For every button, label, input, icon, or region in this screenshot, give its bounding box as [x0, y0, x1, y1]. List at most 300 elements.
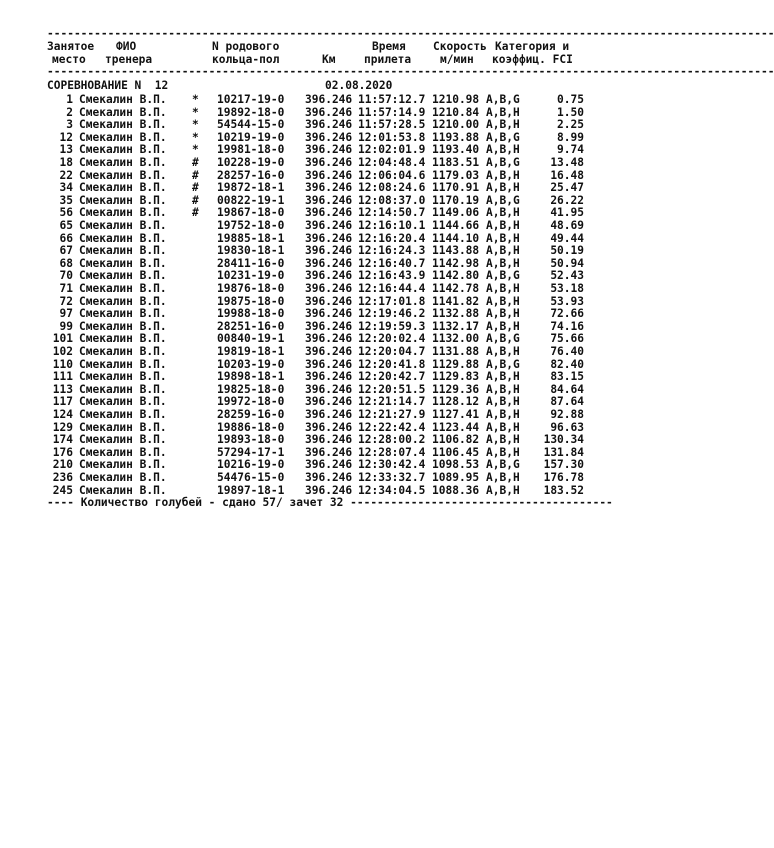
row-fci: 82.40: [550, 357, 584, 371]
row-km: 396.246: [305, 219, 353, 232]
row-coach: Смекалин В.П.: [79, 294, 167, 308]
row-time: 12:16:44.4: [358, 282, 426, 295]
row-fci: 87.64: [550, 395, 584, 409]
row-mark: #: [192, 193, 199, 207]
row-time: 12:28:07.4: [358, 445, 426, 459]
row-place: 68: [59, 256, 73, 270]
row-category: A,B,H: [486, 433, 520, 447]
footer-left-dashes: ----: [47, 496, 81, 510]
row-speed: 1170.91: [432, 181, 480, 195]
row-mark: #: [192, 181, 199, 195]
row-category: A,B,G: [486, 332, 520, 346]
row-fci: 157.30: [543, 458, 584, 472]
header-km: Км: [322, 53, 336, 66]
row-speed: 1106.82: [432, 433, 480, 447]
row-km: 396.246: [305, 105, 353, 119]
row-ring: 19825-18-0: [217, 382, 285, 396]
row-speed: 1088.36: [432, 483, 480, 497]
row-place: 18: [59, 156, 73, 169]
row-fci: 50.94: [550, 256, 584, 270]
row-mark: #: [192, 206, 199, 220]
row-time: 12:33:32.7: [358, 471, 426, 484]
row-fci: 84.64: [550, 382, 584, 396]
row-coach: Смекалин В.П.: [79, 269, 167, 283]
row-coach: Смекалин В.П.: [79, 206, 167, 220]
row-coach: Смекалин В.П.: [79, 168, 167, 182]
row-coach: Смекалин В.П.: [79, 445, 167, 459]
row-ring: 19830-18-1: [217, 244, 285, 258]
row-coach: Смекалин В.П.: [79, 382, 167, 396]
row-fci: 16.48: [550, 168, 584, 182]
table-row: [47, 434, 588, 447]
row-mark: *: [192, 93, 199, 106]
row-speed: 1132.88: [432, 307, 480, 321]
row-km: 396.246: [305, 168, 353, 182]
row-fci: 131.84: [543, 445, 584, 459]
row-ring: 19872-18-1: [217, 181, 285, 195]
row-time: 12:22:42.4: [358, 420, 426, 434]
row-place: 129: [52, 420, 73, 434]
row-place: 70: [59, 269, 73, 283]
row-fci: 183.52: [543, 483, 584, 497]
row-coach: Смекалин В.П.: [79, 471, 167, 484]
row-time: 12:30:42.4: [358, 458, 426, 472]
header-time-line1: Время: [372, 40, 406, 53]
row-speed: 1129.36: [432, 382, 480, 396]
row-km: 396.246: [305, 471, 353, 484]
row-ring: 19819-18-1: [217, 345, 285, 358]
row-speed: 1142.80: [432, 269, 480, 283]
row-coach: Смекалин В.П.: [79, 244, 167, 258]
row-time: 11:57:28.5: [358, 118, 426, 132]
row-place: 12: [59, 130, 73, 144]
header-category-line2: коэффиц. FCI: [492, 53, 573, 66]
table-row: [47, 308, 588, 321]
row-fci: 176.78: [543, 471, 584, 484]
table-row: [47, 94, 588, 107]
row-speed: 1128.12: [432, 395, 480, 409]
row-speed: 1193.88: [432, 130, 480, 144]
competition-date: 02.08.2020: [325, 79, 393, 92]
row-coach: Смекалин В.П.: [79, 408, 167, 421]
row-category: A,B,H: [486, 256, 520, 270]
row-time: 12:21:14.7: [358, 395, 426, 409]
row-km: 396.246: [305, 269, 353, 283]
row-mark: *: [192, 105, 199, 119]
row-ring: 10217-19-0: [217, 93, 285, 106]
row-coach: Смекалин В.П.: [79, 143, 167, 157]
row-ring: 19972-18-0: [217, 395, 285, 409]
row-category: A,B,H: [486, 408, 520, 421]
row-speed: 1143.88: [432, 244, 480, 258]
row-time: 12:16:20.4: [358, 231, 426, 245]
header-speed-line2: м/мин: [440, 53, 474, 66]
row-place: 3: [66, 118, 73, 132]
row-km: 396.246: [305, 294, 353, 308]
row-ring: 10203-19-0: [217, 357, 285, 371]
row-fci: 92.88: [550, 408, 584, 421]
row-time: 12:16:10.1: [358, 219, 426, 232]
row-speed: 1183.51: [432, 156, 480, 169]
row-time: 12:20:42.7: [358, 370, 426, 384]
row-place: 124: [52, 408, 73, 421]
row-category: A,B,H: [486, 370, 520, 384]
row-fci: 50.19: [550, 244, 584, 258]
row-place: 117: [52, 395, 73, 409]
row-speed: 1193.40: [432, 143, 480, 157]
row-ring: 57294-17-1: [217, 445, 285, 459]
row-speed: 1131.88: [432, 345, 480, 358]
row-place: 236: [52, 471, 73, 484]
row-km: 396.246: [305, 93, 353, 106]
table-row: [47, 409, 588, 422]
row-km: 396.246: [305, 143, 353, 157]
row-ring: 54544-15-0: [217, 118, 285, 132]
row-coach: Смекалин В.П.: [79, 332, 167, 346]
row-time: 12:16:24.3: [358, 244, 426, 258]
row-ring: 19892-18-0: [217, 105, 285, 119]
table-row: [47, 157, 588, 170]
row-ring: 19875-18-0: [217, 294, 285, 308]
row-place: 65: [59, 219, 73, 232]
row-category: A,B,G: [486, 357, 520, 371]
row-place: 71: [59, 282, 73, 295]
header-ring-line1: N родового: [212, 40, 280, 53]
row-category: A,B,H: [486, 168, 520, 182]
row-place: 174: [52, 433, 73, 447]
row-ring: 19893-18-0: [217, 433, 285, 447]
row-category: A,B,H: [486, 143, 520, 157]
row-category: A,B,G: [486, 93, 520, 106]
row-category: A,B,H: [486, 471, 520, 484]
table-row: [47, 346, 588, 359]
row-time: 12:16:40.7: [358, 256, 426, 270]
row-category: A,B,H: [486, 244, 520, 258]
row-coach: Смекалин В.П.: [79, 395, 167, 409]
row-coach: Смекалин В.П.: [79, 256, 167, 270]
row-time: 12:20:04.7: [358, 345, 426, 358]
header-ring-line2: кольца-пол: [212, 53, 280, 66]
row-speed: 1132.00: [432, 332, 480, 346]
row-mark: *: [192, 143, 199, 157]
row-speed: 1144.66: [432, 219, 480, 232]
row-km: 396.246: [305, 181, 353, 195]
row-time: 12:01:53.8: [358, 130, 426, 144]
row-fci: 76.40: [550, 345, 584, 358]
row-km: 396.246: [305, 458, 353, 472]
top-divider: ------------------------------------------------------------------------------------------------------------: [47, 27, 774, 40]
row-category: A,B,H: [486, 118, 520, 132]
row-coach: Смекалин В.П.: [79, 433, 167, 447]
header-category-line1: Категория и: [495, 40, 570, 53]
row-km: 396.246: [305, 345, 353, 358]
row-fci: 48.69: [550, 219, 584, 232]
row-ring: 19876-18-0: [217, 282, 285, 295]
row-fci: 72.66: [550, 307, 584, 321]
row-coach: Смекалин В.П.: [79, 231, 167, 245]
row-km: 396.246: [305, 332, 353, 346]
table-row: [47, 472, 588, 485]
row-place: 113: [52, 382, 73, 396]
row-speed: 1142.78: [432, 282, 480, 295]
row-category: A,B,G: [486, 269, 520, 283]
row-speed: 1210.84: [432, 105, 480, 119]
row-speed: 1123.44: [432, 420, 480, 434]
row-time: 12:20:51.5: [358, 382, 426, 396]
row-speed: 1132.17: [432, 319, 480, 333]
header-place-line2: место: [52, 53, 86, 66]
row-category: A,B,H: [486, 319, 520, 333]
row-time: 12:21:27.9: [358, 408, 426, 421]
row-place: 35: [59, 193, 73, 207]
row-mark: *: [192, 130, 199, 144]
row-fci: 0.75: [557, 93, 584, 106]
row-place: 110: [52, 357, 73, 371]
row-category: A,B,H: [486, 231, 520, 245]
row-time: 12:19:59.3: [358, 319, 426, 333]
row-ring: 10228-19-0: [217, 156, 285, 169]
row-coach: Смекалин В.П.: [79, 193, 167, 207]
table-row: [47, 245, 588, 258]
row-ring: 28257-16-0: [217, 168, 285, 182]
row-speed: 1129.83: [432, 370, 480, 384]
header-speed-line1: Скорость: [433, 40, 487, 53]
row-coach: Смекалин В.П.: [79, 105, 167, 119]
footer-summary: [47, 497, 613, 509]
header-name-line1: ФИО: [116, 40, 137, 53]
row-category: A,B,H: [486, 307, 520, 321]
row-ring: 19981-18-0: [217, 143, 285, 157]
row-place: 22: [59, 168, 73, 182]
row-ring: 10219-19-0: [217, 130, 285, 144]
row-km: 396.246: [305, 319, 353, 333]
row-speed: 1127.41: [432, 408, 480, 421]
row-place: 101: [52, 332, 73, 346]
footer-text: Количество голубей - сдано 57/ зачет 32: [80, 496, 344, 510]
header-time-line2: прилета: [364, 53, 412, 66]
footer-right-dashes: ---------------------------------------: [343, 496, 613, 510]
row-time: 12:19:46.2: [358, 307, 426, 321]
row-coach: Смекалин В.П.: [79, 458, 167, 472]
row-mark: *: [192, 118, 199, 132]
row-place: 2: [66, 105, 73, 119]
row-speed: 1089.95: [432, 471, 480, 484]
row-fci: 130.34: [543, 433, 584, 447]
row-ring: 19988-18-0: [217, 307, 285, 321]
row-ring: 19885-18-1: [217, 231, 285, 245]
row-mark: #: [192, 168, 199, 182]
row-coach: Смекалин В.П.: [79, 118, 167, 132]
row-ring: 00840-19-1: [217, 332, 285, 346]
row-time: 12:08:37.0: [358, 193, 426, 207]
table-row: [47, 119, 588, 132]
row-ring: 19752-18-0: [217, 219, 285, 232]
row-speed: 1098.53: [432, 458, 480, 472]
row-km: 396.246: [305, 395, 353, 409]
row-fci: 41.95: [550, 206, 584, 220]
row-time: 12:16:43.9: [358, 269, 426, 283]
header-divider: ------------------------------------------------------------------------------------------------------------: [47, 65, 774, 78]
row-km: 396.246: [305, 420, 353, 434]
row-category: A,B,H: [486, 206, 520, 220]
row-speed: 1179.03: [432, 168, 480, 182]
row-mark: #: [192, 156, 199, 169]
row-km: 396.246: [305, 307, 353, 321]
row-place: 245: [52, 483, 73, 497]
row-time: 12:28:00.2: [358, 433, 426, 447]
row-coach: Смекалин В.П.: [79, 156, 167, 169]
row-category: A,B,H: [486, 445, 520, 459]
row-category: A,B,G: [486, 156, 520, 169]
row-ring: 19867-18-0: [217, 206, 285, 220]
row-ring: 10216-19-0: [217, 458, 285, 472]
row-km: 396.246: [305, 256, 353, 270]
row-km: 396.246: [305, 382, 353, 396]
row-category: A,B,H: [486, 219, 520, 232]
row-km: 396.246: [305, 206, 353, 220]
table-row: [47, 283, 588, 296]
row-km: 396.246: [305, 408, 353, 421]
row-place: 1: [66, 93, 73, 106]
row-fci: 74.16: [550, 319, 584, 333]
row-km: 396.246: [305, 193, 353, 207]
table-row: [47, 371, 588, 384]
row-speed: 1141.82: [432, 294, 480, 308]
row-place: 176: [52, 445, 73, 459]
row-place: 67: [59, 244, 73, 258]
row-coach: Смекалин В.П.: [79, 282, 167, 295]
row-ring: 19897-18-1: [217, 483, 285, 497]
row-time: 12:08:24.6: [358, 181, 426, 195]
row-fci: 9.74: [557, 143, 584, 157]
row-place: 102: [52, 345, 73, 358]
row-category: A,B,G: [486, 458, 520, 472]
row-coach: Смекалин В.П.: [79, 93, 167, 106]
row-fci: 52.43: [550, 269, 584, 283]
row-km: 396.246: [305, 357, 353, 371]
row-place: 210: [52, 458, 73, 472]
row-km: 396.246: [305, 244, 353, 258]
row-speed: 1170.19: [432, 193, 480, 207]
row-category: A,B,H: [486, 395, 520, 409]
row-km: 396.246: [305, 433, 353, 447]
row-speed: 1129.88: [432, 357, 480, 371]
row-speed: 1210.00: [432, 118, 480, 132]
row-coach: Смекалин В.П.: [79, 319, 167, 333]
row-category: A,B,G: [486, 130, 520, 144]
row-coach: Смекалин В.П.: [79, 130, 167, 144]
row-speed: 1149.06: [432, 206, 480, 220]
row-category: A,B,H: [486, 282, 520, 295]
row-fci: 96.63: [550, 420, 584, 434]
row-coach: Смекалин В.П.: [79, 181, 167, 195]
row-place: 97: [59, 307, 73, 321]
row-fci: 53.18: [550, 282, 584, 295]
row-km: 396.246: [305, 483, 353, 497]
row-km: 396.246: [305, 445, 353, 459]
row-fci: 25.47: [550, 181, 584, 195]
row-coach: Смекалин В.П.: [79, 357, 167, 371]
row-km: 396.246: [305, 130, 353, 144]
row-km: 396.246: [305, 231, 353, 245]
row-ring: 10231-19-0: [217, 269, 285, 283]
row-fci: 8.99: [557, 130, 584, 144]
row-place: 56: [59, 206, 73, 220]
row-time: 12:04:48.4: [358, 156, 426, 169]
row-coach: Смекалин В.П.: [79, 483, 167, 497]
row-place: 66: [59, 231, 73, 245]
row-fci: 49.44: [550, 231, 584, 245]
competition-label: СОРЕВНОВАНИЕ N 12: [47, 79, 169, 92]
table-row: [47, 220, 588, 233]
row-fci: 53.93: [550, 294, 584, 308]
row-ring: 28411-16-0: [217, 256, 285, 270]
row-km: 396.246: [305, 282, 353, 295]
row-ring: 54476-15-0: [217, 471, 285, 484]
row-category: A,B,H: [486, 382, 520, 396]
row-coach: Смекалин В.П.: [79, 370, 167, 384]
row-place: 13: [59, 143, 73, 157]
row-coach: Смекалин В.П.: [79, 345, 167, 358]
row-time: 12:20:02.4: [358, 332, 426, 346]
row-coach: Смекалин В.П.: [79, 219, 167, 232]
row-fci: 26.22: [550, 193, 584, 207]
row-time: 12:02:01.9: [358, 143, 426, 157]
header-name-line2: тренера: [105, 53, 153, 66]
header-place-line1: Занятое: [47, 40, 95, 53]
row-fci: 83.15: [550, 370, 584, 384]
row-time: 12:14:50.7: [358, 206, 426, 220]
row-time: 11:57:12.7: [358, 93, 426, 106]
row-speed: 1210.98: [432, 93, 480, 106]
row-time: 12:34:04.5: [358, 483, 426, 497]
row-time: 12:20:41.8: [358, 357, 426, 371]
row-time: 12:17:01.8: [358, 294, 426, 308]
row-place: 111: [52, 370, 73, 384]
row-ring: 28251-16-0: [217, 319, 285, 333]
row-category: A,B,H: [486, 294, 520, 308]
row-ring: 28259-16-0: [217, 408, 285, 421]
row-km: 396.246: [305, 118, 353, 132]
row-place: 72: [59, 294, 73, 308]
table-row: [47, 182, 588, 195]
row-category: A,B,G: [486, 193, 520, 207]
row-category: A,B,H: [486, 181, 520, 195]
row-category: A,B,H: [486, 105, 520, 119]
row-km: 396.246: [305, 156, 353, 169]
row-category: A,B,H: [486, 420, 520, 434]
row-category: A,B,H: [486, 483, 520, 497]
row-coach: Смекалин В.П.: [79, 307, 167, 321]
row-time: 11:57:14.9: [358, 105, 426, 119]
row-category: A,B,H: [486, 345, 520, 358]
row-time: 12:06:04.6: [358, 168, 426, 182]
row-speed: 1144.10: [432, 231, 480, 245]
row-fci: 1.50: [557, 105, 584, 119]
row-fci: 75.66: [550, 332, 584, 346]
row-coach: Смекалин В.П.: [79, 420, 167, 434]
row-ring: 00822-19-1: [217, 193, 285, 207]
row-speed: 1142.98: [432, 256, 480, 270]
row-ring: 19886-18-0: [217, 420, 285, 434]
row-place: 99: [59, 319, 73, 333]
row-ring: 19898-18-1: [217, 370, 285, 384]
row-km: 396.246: [305, 370, 353, 384]
row-fci: 13.48: [550, 156, 584, 169]
row-speed: 1106.45: [432, 445, 480, 459]
row-fci: 2.25: [557, 118, 584, 132]
row-place: 34: [59, 181, 73, 195]
